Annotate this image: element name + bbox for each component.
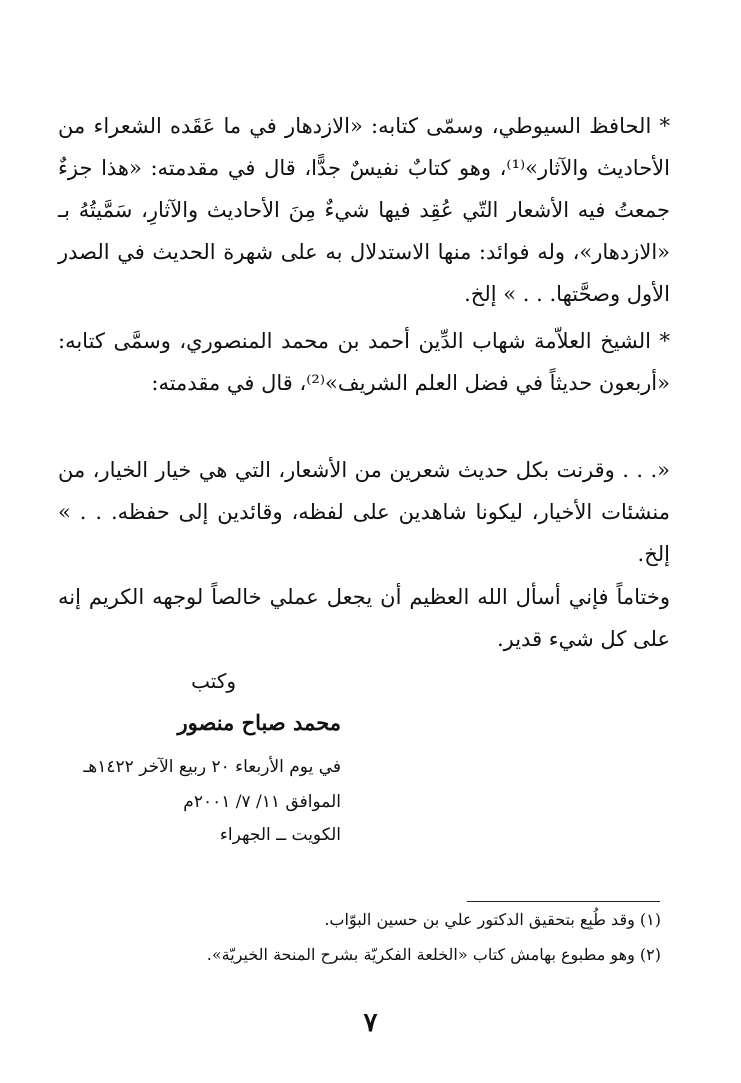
- page-number: ٧: [363, 1008, 378, 1038]
- date-gregorian: الموافق ١١/ ٧/ ٢٠٠١م: [183, 792, 341, 812]
- paragraph-quote: [58, 449, 670, 575]
- paragraph-closing: [58, 576, 670, 660]
- place: الكويت ــ الجهراء: [219, 825, 341, 845]
- paragraph-text: * الحافظ السيوطي، وسمّى كتابه: «الازدهار في ما عَقَده الشعراء من الأحاديث والآثار»⁽¹⁾، وهو كتابٌ نفيسٌ جدًّا، قال في مقدمته: «هذا جزءٌ جمعتُ فيه الأشعار التّي عُقِد فيها شيءٌ مِنَ الأحاديث والآثارِ، سَمَّيتُهُ بـ «الازدهار»، وله فوائد: منها الاستدلال به على شهرة الحديث في الصدر الأول وصحَّتها. . . » إلخ.: [58, 114, 670, 306]
- paragraph-text: وختاماً فإني أسأل الله العظيم أن يجعل عملي خالصاً لوجهه الكريم إنه على كل شيء قدير.: [58, 585, 670, 651]
- paragraph-text: «. . . وقرنت بكل حديث شعرين من الأشعار، التي هي خيار الخيار، من منشئات الأخيار، ليكونا شاهدين على لفظه، وقائدين إلى حفظه. . . » إلخ.: [58, 458, 670, 566]
- paragraph-suyuti: [58, 105, 670, 315]
- footnote-divider: [467, 901, 660, 902]
- footnote-1: (١) وقد طُبِع بتحقيق الدكتور علي بن حسين البوّاب.: [324, 910, 661, 929]
- paragraph-mansouri: [58, 320, 670, 404]
- author-name: محمد صباح منصور: [177, 710, 341, 735]
- paragraph-text: * الشيخ العلاّمة شهاب الدِّين أحمد بن محمد المنصوري، وسمَّى كتابه: «أربعون حديثاً في فضل العلم الشريف»⁽²⁾، قال في مقدمته:: [58, 329, 670, 395]
- signature-wrote: وكتب: [191, 669, 236, 693]
- date-hijri: في يوم الأربعاء ٢٠ ربيع الآخر ١٤٢٢هـ: [83, 757, 341, 777]
- footnote-2: (٢) وهو مطبوع بهامش كتاب «الخلعة الفكريّة بشرح المنحة الخيريّة».: [206, 945, 661, 964]
